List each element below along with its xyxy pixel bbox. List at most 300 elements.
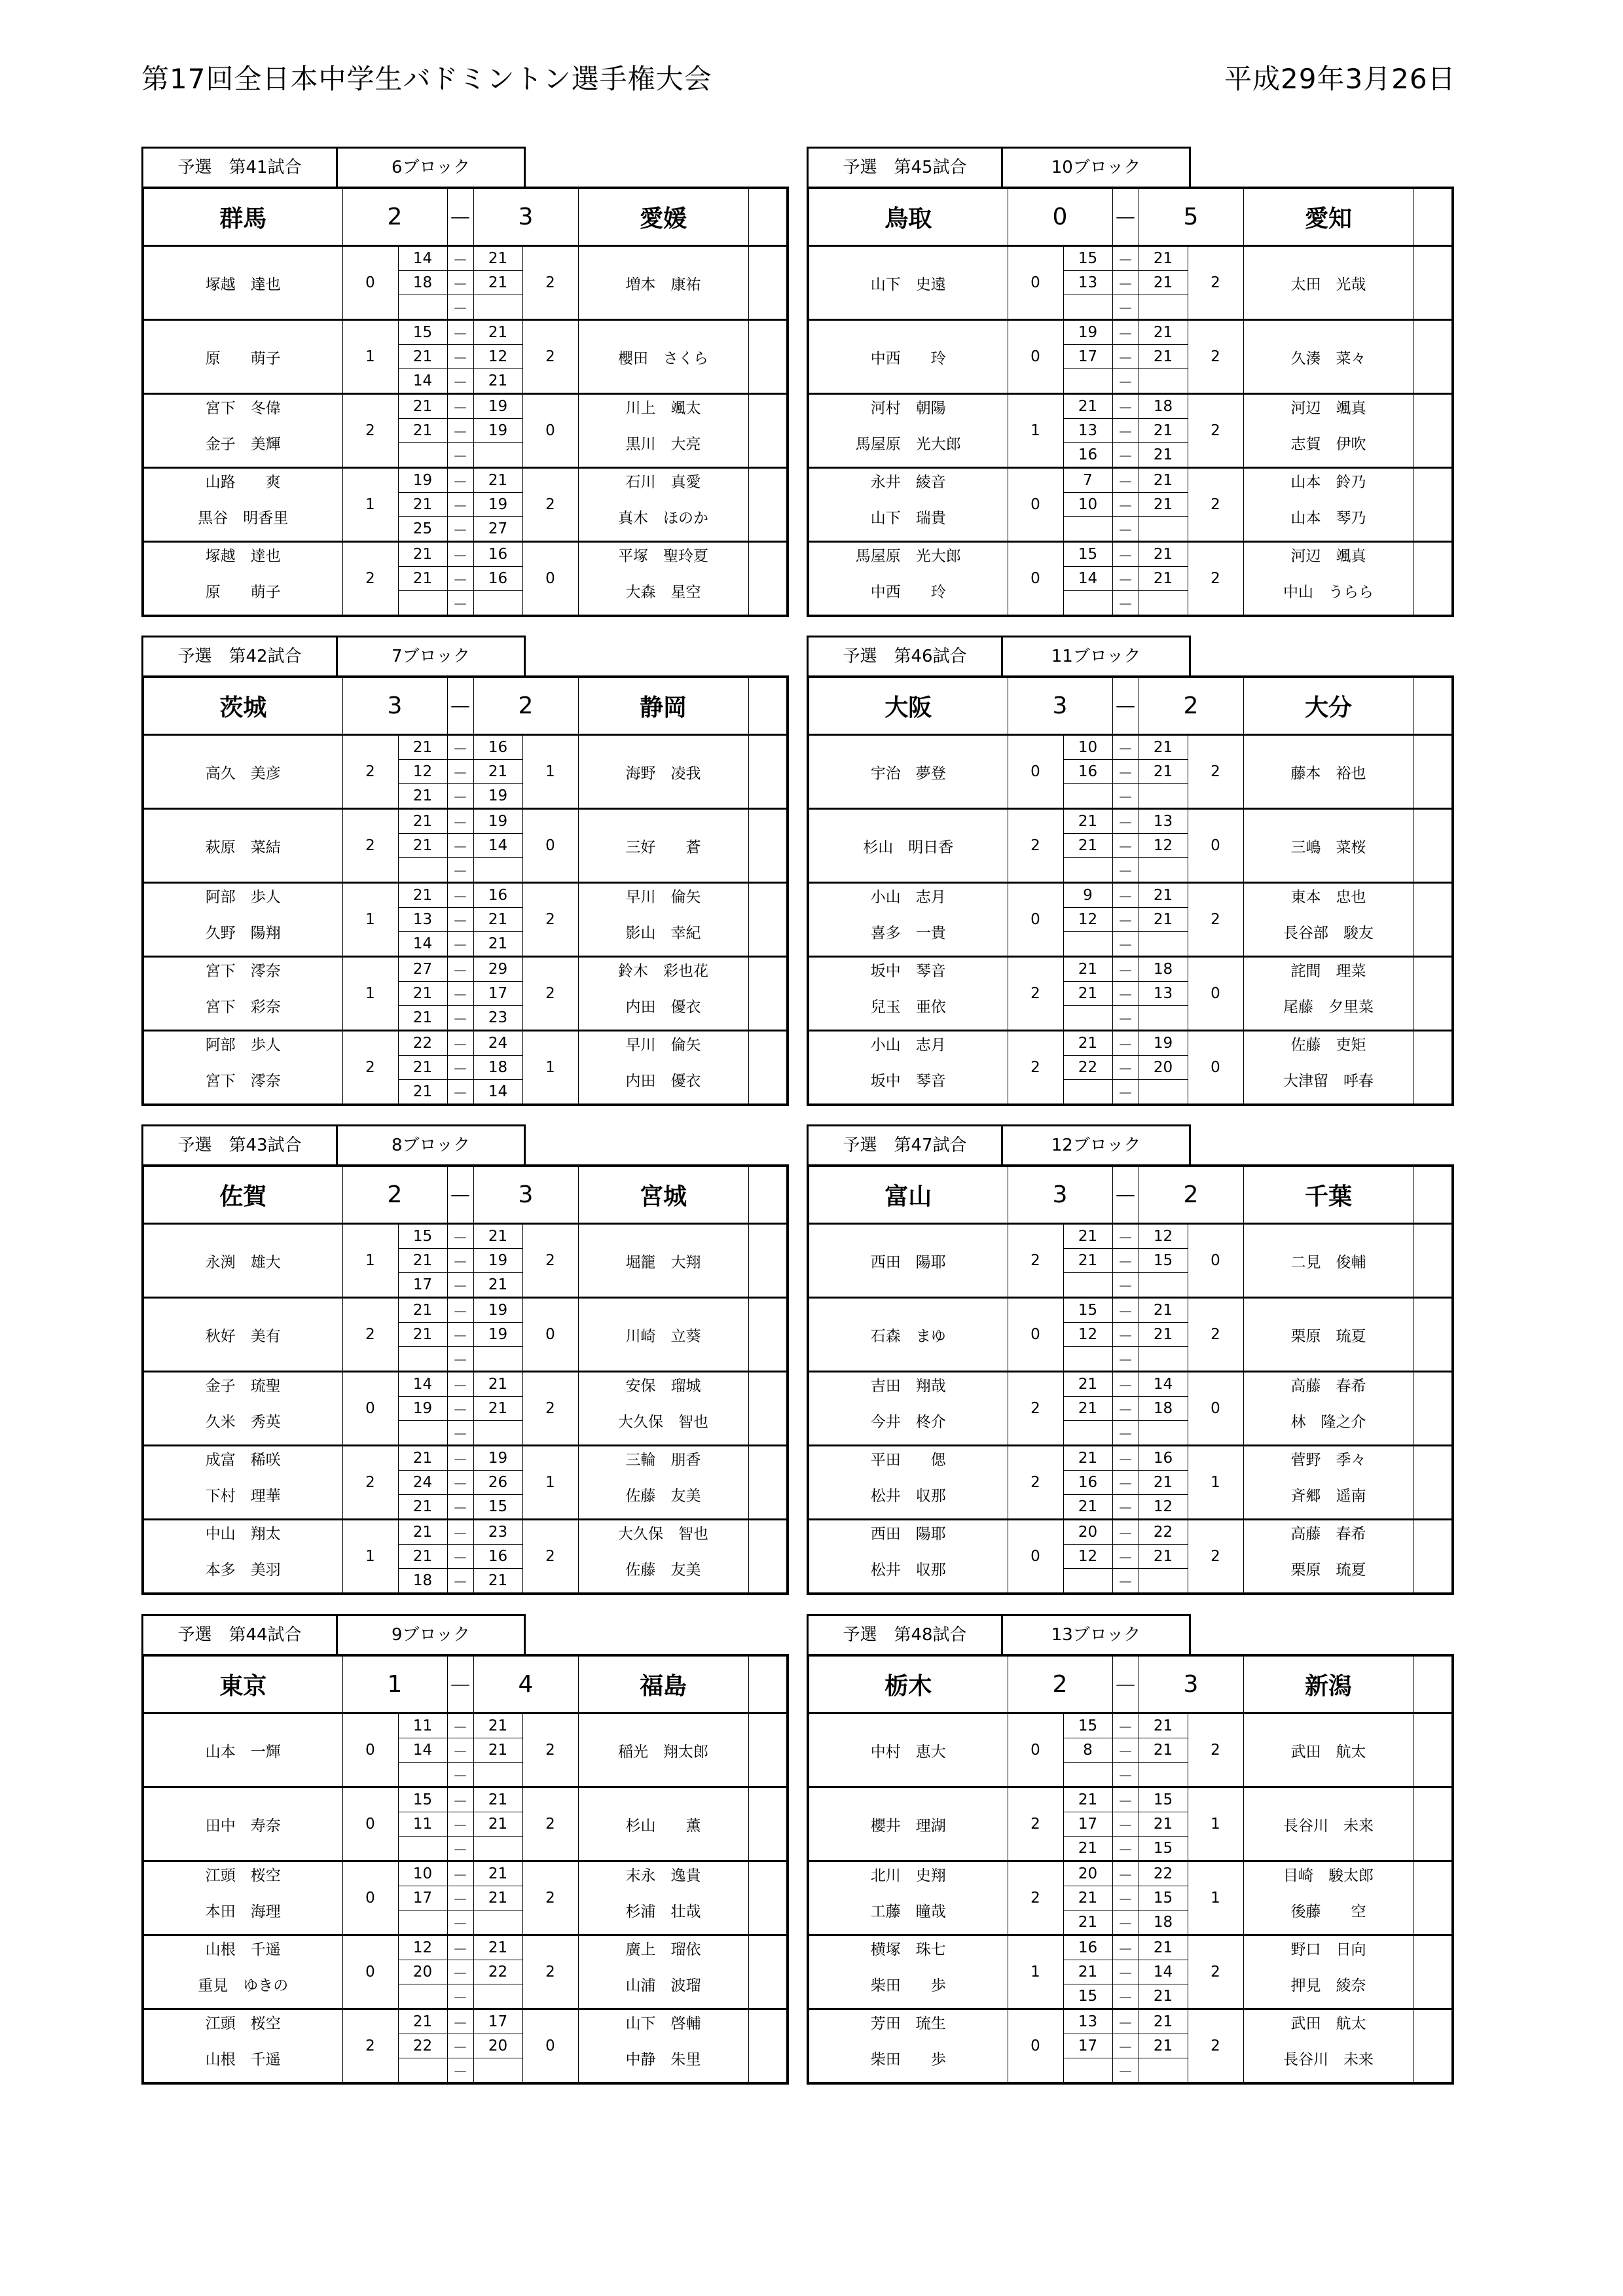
blank-cell — [1413, 1935, 1453, 2009]
set-score-b: 21 — [1139, 2009, 1188, 2034]
blank-cell — [1413, 468, 1453, 542]
team-a-score: 1 — [342, 1655, 447, 1713]
set-score-b — [1139, 1569, 1188, 1594]
set-row — [808, 957, 1453, 982]
set-score-a: 16 — [1063, 1471, 1112, 1495]
set-dash: － — [447, 1861, 473, 1886]
set-score-a: 20 — [1063, 1861, 1112, 1886]
set-row — [143, 982, 788, 1006]
games-won-b: 0 — [1188, 957, 1243, 1031]
block-label: 11ブロック — [1001, 636, 1191, 675]
set-row — [143, 1713, 788, 1738]
player-a: 横塚 珠七 — [808, 1935, 1008, 1960]
player-a: 小山 志月 — [808, 1031, 1008, 1056]
set-row — [808, 1372, 1453, 1397]
set-score-a: 21 — [398, 834, 447, 858]
set-score-a: 8 — [1063, 1738, 1112, 1763]
games-won-a: 0 — [342, 1713, 398, 1787]
block-label: 6ブロック — [336, 147, 526, 187]
player-b: 中静 朱里 — [578, 2034, 748, 2084]
blank-cell — [748, 957, 788, 1031]
team-b-name: 大分 — [1243, 677, 1413, 735]
set-score-a: 21 — [398, 809, 447, 834]
set-dash: － — [1112, 957, 1139, 982]
set-dash: － — [447, 1738, 473, 1763]
set-row — [808, 883, 1453, 908]
blank-cell — [1413, 1166, 1453, 1224]
set-score-a — [1063, 858, 1112, 883]
player-b: 斉郷 遥南 — [1243, 1471, 1413, 1520]
blank-cell — [748, 468, 788, 542]
set-row — [808, 1886, 1453, 1910]
set-score-a: 17 — [1063, 1812, 1112, 1837]
set-dash: － — [1112, 443, 1139, 468]
set-score-a — [1063, 369, 1112, 394]
set-score-a — [1063, 1273, 1112, 1298]
set-score-b: 14 — [1139, 1372, 1188, 1397]
set-score-a: 14 — [1063, 567, 1112, 591]
set-score-a: 14 — [398, 1372, 447, 1397]
set-score-a: 12 — [1063, 1545, 1112, 1569]
player-a: 柴田 歩 — [808, 1960, 1008, 2009]
set-row — [808, 735, 1453, 760]
games-won-a: 2 — [342, 542, 398, 617]
set-score-b: 16 — [1139, 1446, 1188, 1471]
set-score-a — [1063, 784, 1112, 809]
set-dash: － — [447, 1080, 473, 1105]
set-score-a — [398, 1910, 447, 1935]
set-score-a: 20 — [398, 1960, 447, 1984]
player-b: 詫間 理菜 — [1243, 957, 1413, 982]
set-score-a: 18 — [398, 271, 447, 295]
set-row — [143, 1224, 788, 1249]
set-row — [143, 1935, 788, 1960]
player-b: 安保 瑠城 — [578, 1372, 748, 1397]
games-won-b: 2 — [1188, 246, 1243, 320]
set-score-a: 21 — [1063, 394, 1112, 419]
set-row — [143, 468, 788, 493]
player-b: 高藤 春希 — [1243, 1520, 1413, 1545]
games-won-b: 2 — [522, 246, 578, 320]
set-score-b: 21 — [1139, 345, 1188, 369]
match-header — [807, 147, 1451, 187]
player-a: 坂中 琴音 — [808, 957, 1008, 982]
set-score-b: 22 — [473, 1960, 522, 1984]
document-title: 第17回全日本中学生バドミントン選手権大会 — [141, 63, 712, 95]
set-score-a — [1063, 591, 1112, 617]
set-row — [808, 1298, 1453, 1323]
set-score-b: 16 — [473, 567, 522, 591]
set-score-a — [1063, 2058, 1112, 2084]
set-score-a: 22 — [398, 1031, 447, 1056]
blank-cell — [1413, 809, 1453, 883]
match-card — [807, 147, 1451, 617]
player-b: 増本 康祐 — [578, 246, 748, 320]
set-score-b — [1139, 1080, 1188, 1105]
blank-cell — [748, 246, 788, 320]
set-row — [143, 1298, 788, 1323]
player-b: 大津留 呼春 — [1243, 1056, 1413, 1105]
match-label: 予選 第43試合 — [141, 1124, 338, 1164]
set-score-b: 19 — [473, 1446, 522, 1471]
player-b: 目崎 駿太郎 — [1243, 1861, 1413, 1886]
set-dash: － — [1112, 345, 1139, 369]
games-won-b: 0 — [522, 1298, 578, 1372]
set-score-a: 9 — [1063, 883, 1112, 908]
player-a: 西田 陽耶 — [808, 1520, 1008, 1545]
games-won-b: 2 — [522, 468, 578, 542]
games-won-b: 1 — [522, 735, 578, 809]
set-score-a: 20 — [1063, 1520, 1112, 1545]
blank-cell — [748, 1655, 788, 1713]
set-dash: － — [447, 1224, 473, 1249]
player-a: 宇治 夢登 — [808, 735, 1008, 809]
set-score-a: 21 — [398, 1006, 447, 1031]
set-dash: － — [1112, 883, 1139, 908]
player-b: 野口 日向 — [1243, 1935, 1413, 1960]
blank-cell — [1413, 1520, 1453, 1594]
games-won-b: 0 — [1188, 1031, 1243, 1105]
set-dash: － — [1112, 493, 1139, 517]
set-row — [808, 493, 1453, 517]
match-table — [807, 675, 1454, 1106]
player-a: 永渕 雄大 — [143, 1224, 342, 1298]
set-score-a: 21 — [1063, 957, 1112, 982]
player-b: 大久保 智也 — [578, 1397, 748, 1446]
team-score-dash: － — [1112, 677, 1139, 735]
player-a: 平田 偲 — [808, 1446, 1008, 1471]
games-won-a: 0 — [1008, 735, 1063, 809]
player-a: 松井 収那 — [808, 1471, 1008, 1520]
set-score-b: 13 — [1139, 982, 1188, 1006]
games-won-a: 2 — [342, 1298, 398, 1372]
team-row — [143, 1655, 788, 1713]
games-won-a: 0 — [1008, 246, 1063, 320]
blank-cell — [1413, 1031, 1453, 1105]
set-dash: － — [447, 468, 473, 493]
player-b: 堀籠 大翔 — [578, 1224, 748, 1298]
set-dash: － — [1112, 1984, 1139, 2009]
match-card — [807, 1124, 1451, 1595]
match-header — [141, 1614, 786, 1654]
set-score-a: 21 — [1063, 1886, 1112, 1910]
set-score-b: 29 — [473, 957, 522, 982]
games-won-a: 2 — [1008, 1031, 1063, 1105]
set-dash: － — [1112, 858, 1139, 883]
games-won-b: 2 — [1188, 1298, 1243, 1372]
blank-cell — [1413, 957, 1453, 1031]
player-b: 影山 幸紀 — [578, 908, 748, 957]
set-dash: － — [447, 1713, 473, 1738]
set-dash: － — [1112, 1763, 1139, 1787]
set-dash: － — [1112, 517, 1139, 542]
set-score-b: 17 — [473, 2009, 522, 2034]
blank-cell — [748, 542, 788, 617]
block-label: 8ブロック — [336, 1124, 526, 1164]
games-won-b: 1 — [522, 1031, 578, 1105]
set-score-a: 24 — [398, 1471, 447, 1495]
set-score-a: 21 — [1063, 982, 1112, 1006]
set-score-a — [1063, 1006, 1112, 1031]
player-a: 喜多 一貴 — [808, 908, 1008, 957]
set-dash: － — [1112, 1713, 1139, 1738]
team-row — [808, 1655, 1453, 1713]
set-dash: － — [447, 1249, 473, 1273]
blank-cell — [748, 1787, 788, 1861]
games-won-b: 2 — [522, 320, 578, 394]
games-won-a: 0 — [342, 1787, 398, 1861]
player-b: 志賀 伊吹 — [1243, 419, 1413, 468]
match-table — [141, 1164, 789, 1595]
set-score-b: 21 — [1139, 567, 1188, 591]
set-row — [808, 419, 1453, 443]
set-score-b: 21 — [473, 468, 522, 493]
set-row — [143, 1471, 788, 1495]
player-b: 三輪 朋香 — [578, 1446, 748, 1471]
set-score-a: 14 — [398, 932, 447, 957]
set-dash: － — [447, 1935, 473, 1960]
set-row — [808, 320, 1453, 345]
set-score-b: 19 — [473, 493, 522, 517]
set-score-b — [1139, 1421, 1188, 1446]
team-b-name: 静岡 — [578, 677, 748, 735]
games-won-a: 0 — [1008, 1298, 1063, 1372]
set-score-b: 23 — [473, 1520, 522, 1545]
blank-cell — [1413, 1655, 1453, 1713]
set-score-a: 21 — [1063, 1837, 1112, 1861]
set-dash: － — [447, 2034, 473, 2058]
games-won-a: 0 — [342, 1372, 398, 1446]
set-dash: － — [1112, 1397, 1139, 1421]
set-row — [808, 1960, 1453, 1984]
set-score-b: 21 — [473, 1372, 522, 1397]
player-b: 藤本 裕也 — [1243, 735, 1413, 809]
team-score-dash: － — [447, 677, 473, 735]
set-score-a: 21 — [398, 345, 447, 369]
set-dash: － — [1112, 369, 1139, 394]
set-score-b — [473, 858, 522, 883]
team-a-score: 2 — [342, 1166, 447, 1224]
player-b: 鈴木 彩也花 — [578, 957, 748, 982]
set-score-a: 21 — [1063, 1031, 1112, 1056]
set-score-a: 15 — [1063, 246, 1112, 271]
player-b: 高藤 春希 — [1243, 1372, 1413, 1397]
set-score-b: 21 — [1139, 1738, 1188, 1763]
set-score-a: 12 — [1063, 908, 1112, 932]
team-a-name: 鳥取 — [808, 188, 1008, 246]
set-dash: － — [1112, 1224, 1139, 1249]
set-dash: － — [447, 1031, 473, 1056]
set-dash: － — [1112, 1347, 1139, 1372]
set-score-b: 21 — [473, 908, 522, 932]
set-score-a: 11 — [398, 1812, 447, 1837]
set-score-b: 14 — [473, 1080, 522, 1105]
player-a: 松井 収那 — [808, 1545, 1008, 1594]
set-score-a: 17 — [398, 1886, 447, 1910]
player-a: 宮下 澪奈 — [143, 1056, 342, 1105]
team-row — [143, 188, 788, 246]
block-label: 10ブロック — [1001, 147, 1191, 187]
set-row — [808, 982, 1453, 1006]
set-score-a: 13 — [1063, 271, 1112, 295]
set-dash: － — [1112, 591, 1139, 617]
set-score-a: 21 — [1063, 1224, 1112, 1249]
games-won-a: 2 — [1008, 1446, 1063, 1520]
player-a: 今井 柊介 — [808, 1397, 1008, 1446]
team-score-dash: － — [1112, 1166, 1139, 1224]
set-dash: － — [1112, 1569, 1139, 1594]
player-a: 杉山 明日香 — [808, 809, 1008, 883]
match-label: 予選 第45試合 — [807, 147, 1003, 187]
set-score-a: 10 — [1063, 493, 1112, 517]
player-b: 大久保 智也 — [578, 1520, 748, 1545]
set-dash: － — [447, 542, 473, 567]
team-score-dash: － — [447, 188, 473, 246]
set-score-b: 21 — [473, 1713, 522, 1738]
player-b: 菅野 季々 — [1243, 1446, 1413, 1471]
set-score-a — [398, 591, 447, 617]
player-a: 山根 千遥 — [143, 2034, 342, 2084]
set-score-b: 12 — [1139, 1495, 1188, 1520]
blank-cell — [1413, 1372, 1453, 1446]
player-b: 中山 うらら — [1243, 567, 1413, 617]
set-dash: － — [447, 1006, 473, 1031]
team-score-dash: － — [447, 1166, 473, 1224]
set-score-a: 21 — [398, 419, 447, 443]
set-score-b: 19 — [473, 784, 522, 809]
games-won-a: 0 — [342, 246, 398, 320]
set-dash: － — [447, 1545, 473, 1569]
player-a: 兒玉 亜依 — [808, 982, 1008, 1031]
set-dash: － — [1112, 1861, 1139, 1886]
set-row — [808, 1520, 1453, 1545]
games-won-b: 2 — [1188, 735, 1243, 809]
blank-cell — [748, 394, 788, 468]
set-row — [808, 1471, 1453, 1495]
set-score-b: 20 — [473, 2034, 522, 2058]
set-score-a: 13 — [1063, 419, 1112, 443]
player-b: 長谷部 駿友 — [1243, 908, 1413, 957]
set-score-b: 21 — [1139, 271, 1188, 295]
set-score-b: 16 — [473, 542, 522, 567]
player-a: 宮下 冬偉 — [143, 394, 342, 419]
set-dash: － — [447, 1372, 473, 1397]
set-score-b — [473, 2058, 522, 2084]
set-score-a: 15 — [1063, 542, 1112, 567]
set-dash: － — [447, 1397, 473, 1421]
player-a: 吉田 翔哉 — [808, 1372, 1008, 1397]
player-a: 阿部 歩人 — [143, 1031, 342, 1056]
player-b: 末永 逸貴 — [578, 1861, 748, 1886]
player-a: 金子 琉聖 — [143, 1372, 342, 1397]
team-b-score: 3 — [473, 1166, 578, 1224]
games-won-a: 0 — [1008, 2009, 1063, 2084]
set-dash: － — [1112, 320, 1139, 345]
document-date: 平成29年3月26日 — [1224, 63, 1456, 95]
set-score-b: 12 — [1139, 834, 1188, 858]
set-dash: － — [447, 858, 473, 883]
set-score-a: 12 — [398, 760, 447, 784]
set-score-b: 21 — [473, 1569, 522, 1594]
set-row — [808, 246, 1453, 271]
games-won-a: 0 — [1008, 1520, 1063, 1594]
set-dash: － — [447, 2058, 473, 2084]
player-b: 後藤 空 — [1243, 1886, 1413, 1935]
set-dash: － — [447, 1421, 473, 1446]
set-dash: － — [447, 345, 473, 369]
set-row — [808, 1935, 1453, 1960]
set-row — [808, 394, 1453, 419]
player-b: 真木 ほのか — [578, 493, 748, 542]
player-a: 宮下 彩奈 — [143, 982, 342, 1031]
games-won-b: 0 — [522, 2009, 578, 2084]
set-score-b: 21 — [473, 1935, 522, 1960]
set-row — [808, 468, 1453, 493]
set-score-a — [1063, 1569, 1112, 1594]
set-score-a: 27 — [398, 957, 447, 982]
set-score-a: 12 — [398, 1935, 447, 1960]
blank-cell — [748, 1520, 788, 1594]
set-dash: － — [1112, 932, 1139, 957]
player-b: 廣上 瑠依 — [578, 1935, 748, 1960]
set-score-b: 21 — [1139, 1984, 1188, 2009]
player-b: 黒川 大亮 — [578, 419, 748, 468]
player-b: 佐藤 友美 — [578, 1545, 748, 1594]
set-dash: － — [447, 834, 473, 858]
set-row — [143, 1397, 788, 1421]
set-dash: － — [447, 1886, 473, 1910]
games-won-a: 2 — [342, 1031, 398, 1105]
player-a: 河村 朝陽 — [808, 394, 1008, 419]
set-row — [143, 1446, 788, 1471]
set-score-b — [473, 1421, 522, 1446]
set-dash: － — [1112, 1545, 1139, 1569]
set-score-b: 21 — [1139, 246, 1188, 271]
games-won-b: 1 — [522, 1446, 578, 1520]
games-won-b: 0 — [522, 542, 578, 617]
match-card — [141, 1124, 786, 1595]
team-a-name: 群馬 — [143, 188, 342, 246]
set-score-a: 21 — [1063, 1787, 1112, 1812]
set-score-b: 21 — [473, 369, 522, 394]
games-won-b: 2 — [1188, 1520, 1243, 1594]
set-row — [143, 320, 788, 345]
set-score-b: 17 — [473, 982, 522, 1006]
set-row — [808, 908, 1453, 932]
player-b: 山下 啓輔 — [578, 2009, 748, 2034]
player-a: 西田 陽耶 — [808, 1224, 1008, 1298]
player-a: 久野 陽翔 — [143, 908, 342, 957]
player-a: 馬屋原 光大郎 — [808, 542, 1008, 567]
set-dash: － — [447, 295, 473, 320]
player-a: 重見 ゆきの — [143, 1960, 342, 2009]
set-score-a: 21 — [1063, 1249, 1112, 1273]
team-score-dash: － — [1112, 1655, 1139, 1713]
set-score-b: 21 — [1139, 468, 1188, 493]
games-won-a: 2 — [1008, 1372, 1063, 1446]
match-table — [807, 187, 1454, 617]
games-won-b: 2 — [522, 1713, 578, 1787]
games-won-b: 2 — [1188, 883, 1243, 957]
player-a: 小山 志月 — [808, 883, 1008, 908]
set-score-b: 18 — [473, 1056, 522, 1080]
set-dash: － — [1112, 784, 1139, 809]
set-dash: － — [447, 1347, 473, 1372]
set-score-a: 21 — [398, 1298, 447, 1323]
set-score-a: 21 — [398, 883, 447, 908]
set-score-a — [398, 1837, 447, 1861]
set-dash: － — [1112, 735, 1139, 760]
